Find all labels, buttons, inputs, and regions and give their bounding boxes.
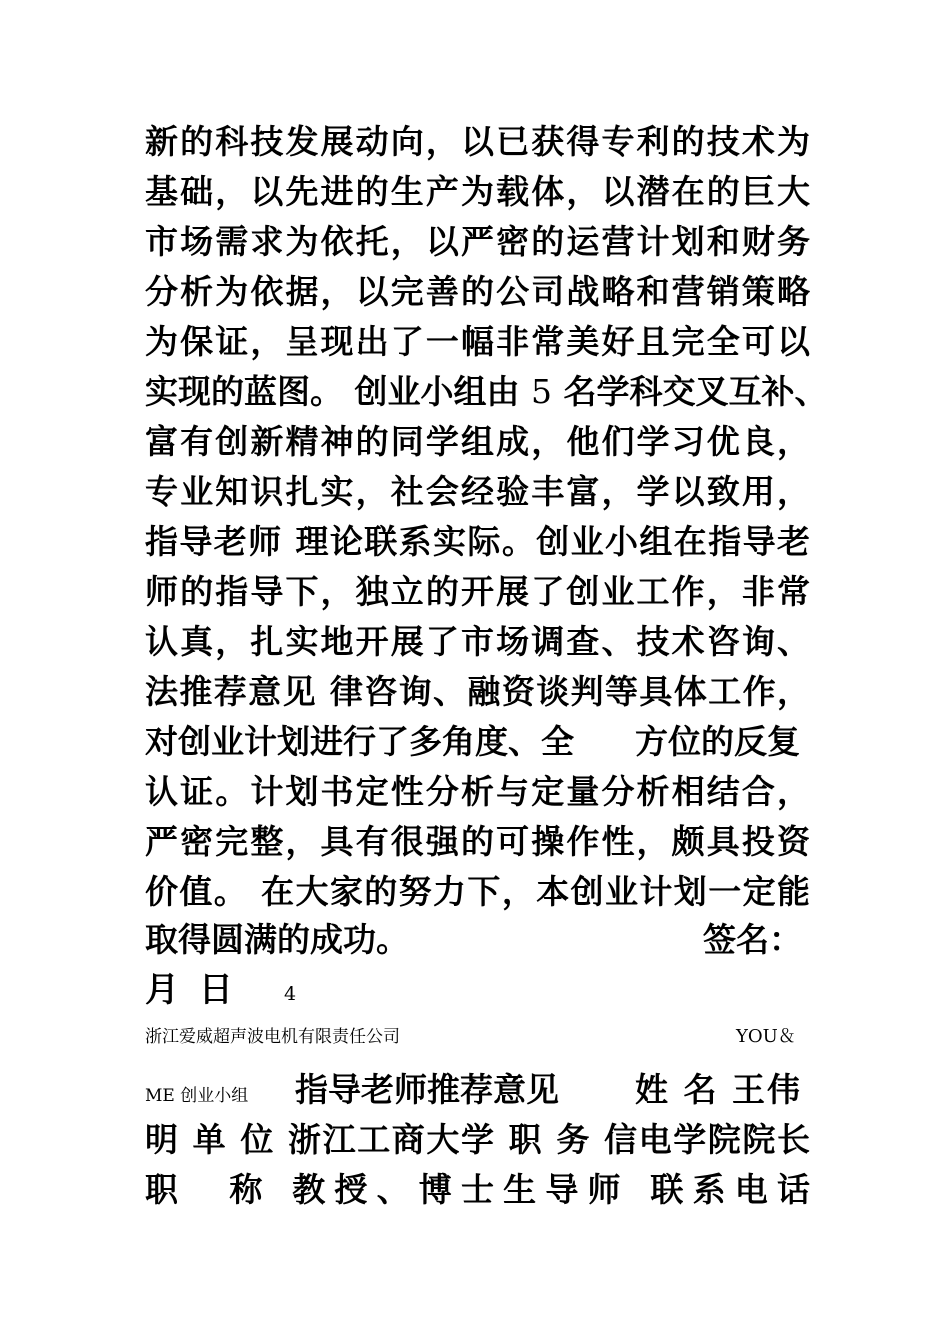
body-line-9: 指导老师 理论联系实际。创业小组在指导老 bbox=[145, 522, 810, 561]
body-line-2: 基础，以先进的生产为载体，以潜在的巨大 bbox=[145, 172, 810, 211]
advisor-name-field: 姓 名 王伟 bbox=[635, 1070, 802, 1109]
page-number: 4 bbox=[284, 983, 297, 1005]
recommendation-title: 指导老师推荐意见 bbox=[295, 1070, 559, 1109]
body-line-11: 认真，扎实地开展了市场调查、技术咨询、 bbox=[145, 622, 810, 661]
advisor-unit-line: 明 单 位 浙江工商大学 职 务 信电学院院长 bbox=[145, 1120, 810, 1159]
body-line-13-tail: 方位的反复 bbox=[635, 722, 800, 761]
body-line-5: 为保证，呈现出了一幅非常美好且完全可以 bbox=[145, 322, 810, 361]
footer-team-en: YOU＆ bbox=[736, 1026, 796, 1047]
body-line-13-head: 对创业计划进行了多角度、全 bbox=[145, 722, 574, 761]
footer-company: 浙江爱威超声波电机有限责任公司 bbox=[145, 1027, 400, 1047]
body-line-7: 富有创新精神的同学组成，他们学习优良， bbox=[145, 422, 810, 461]
body-line-6-tail: 名学科交叉互补、 bbox=[563, 372, 828, 411]
team-size-number: 5 bbox=[531, 372, 552, 411]
body-line-6-head: 实现的蓝图。 创业小组由 bbox=[145, 372, 520, 411]
recommendation-heading-line bbox=[145, 1070, 810, 1112]
closing-sentence: 取得圆满的成功。 bbox=[145, 920, 409, 959]
body-line-16: 价值。 在大家的努力下，本创业计划一定能 bbox=[145, 872, 810, 911]
signature-label: 签名： bbox=[703, 920, 802, 959]
body-line-12: 法推荐意见 律咨询、融资谈判等具体工作， bbox=[145, 672, 810, 711]
date-line: 月 日 bbox=[145, 970, 237, 1010]
body-line-17 bbox=[145, 920, 810, 962]
body-line-4: 分析为依据，以完善的公司战略和营销策略 bbox=[145, 272, 810, 311]
body-line-6 bbox=[145, 372, 828, 414]
body-line-10: 师的指导下，独立的开展了创业工作，非常 bbox=[145, 572, 810, 611]
body-line-8: 专业知识扎实，社会经验丰富，学以致用， bbox=[145, 472, 810, 511]
body-line-13 bbox=[145, 722, 810, 764]
body-line-15: 严密完整，具有很强的可操作性，颇具投资 bbox=[145, 822, 810, 861]
body-line-1: 新的科技发展动向，以已获得专利的技术为 bbox=[145, 122, 810, 161]
body-line-3: 市场需求为依托，以严密的运营计划和财务 bbox=[145, 222, 810, 261]
body-line-14: 认证。计划书定性分析与定量分析相结合， bbox=[145, 772, 810, 811]
footer-team-label: ME 创业小组 bbox=[145, 1086, 249, 1106]
advisor-title-line: 职 称 教授、博士生导师 联系电话 bbox=[145, 1170, 810, 1209]
